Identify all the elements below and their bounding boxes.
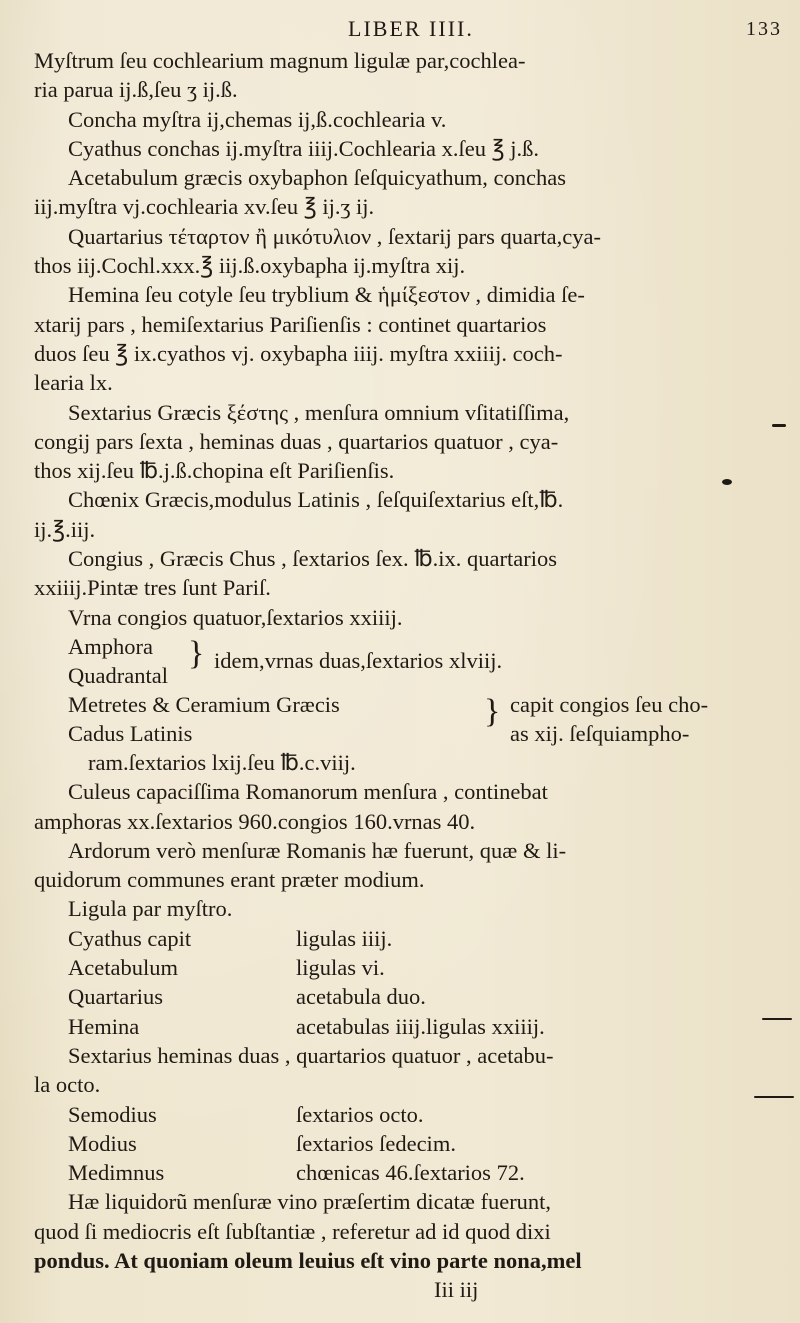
term-amphora: Amphora (68, 633, 153, 659)
text-line: Chœnix Græcis,modulus Latinis , ſeſquiſextarius eſt,℔. (68, 487, 564, 513)
table-row (34, 1129, 760, 1158)
text-line: Hæ liquidorũ menſuræ vino præſertim dicatæ fuerunt, (68, 1189, 552, 1215)
text-line: la octo. (34, 1072, 101, 1098)
text-line: pondus. At quoniam oleum leuius eſt vino parte nona,mel (34, 1247, 582, 1273)
table-term: Medimnus (68, 1160, 165, 1186)
page-header (0, 10, 800, 46)
table-value: acetabulas iiij.ligulas xxiiij. (296, 1013, 545, 1039)
running-title: LIBER IIII. (348, 16, 474, 41)
brace-definition: as xij. ſeſquiampho- (510, 720, 690, 746)
text-body (34, 46, 760, 1305)
table-value: acetabula duo. (296, 984, 426, 1010)
table-term: Modius (68, 1130, 137, 1156)
text-line (34, 632, 760, 690)
text-line: learia lx. (34, 370, 113, 396)
text-line: Hemina ſeu cotyle ſeu tryblium & ἡμίξεστον , dimidia ſe- (68, 282, 585, 308)
term-cadus: Cadus Latinis (68, 720, 193, 746)
text-line: congij pars ſexta , heminas duas , quartarios quatuor , cya- (34, 428, 559, 454)
brace-definition: capit congios ſeu cho- (510, 691, 709, 717)
ink-mark (762, 1018, 792, 1020)
text-line: Ligula par myſtro. (68, 896, 233, 922)
table-term: Hemina (68, 1013, 140, 1039)
table-term: Semodius (68, 1101, 157, 1127)
table-row (34, 1158, 760, 1187)
ink-mark (722, 479, 732, 485)
text-line: ij.℥.iij. (34, 516, 96, 542)
table-term: Quartarius (68, 984, 163, 1010)
text-line: Sextarius heminas duas , quartarios quatuor , acetabu- (68, 1042, 554, 1068)
table-row (34, 953, 760, 982)
text-line: thos iij.Cochl.xxx.℥ iij.ß.oxybapha ij.myſtra xij. (34, 253, 466, 279)
term-quadrantal: Quadrantal (68, 662, 168, 688)
text-line: amphoras xx.ſextarios 960.congios 160.vrnas 40. (34, 808, 476, 834)
page-number: 133 (746, 18, 782, 40)
text-line: thos xij.ſeu ℔.j.ß.chopina eſt Pariſienſis. (34, 458, 395, 484)
text-line: Concha myſtra ij,chemas ij,ß.cochlearia v. (68, 106, 447, 132)
text-line: Cyathus conchas ij.myſtra iiij.Cochlearia x.ſeu ℥ j.ß. (68, 135, 540, 161)
table-term: Acetabulum (68, 955, 178, 981)
table-value: chœnicas 46.ſextarios 72. (296, 1160, 525, 1186)
table-row (34, 924, 760, 953)
text-line: quidorum communes erant præter modium. (34, 867, 425, 893)
table-row (34, 1100, 760, 1129)
text-line: Congius , Græcis Chus , ſextarios ſex. ℔.ix. quartarios (68, 546, 557, 572)
text-line: Quartarius τέταρτον ἢ μικότυλιον , ſextarij pars quarta,cya- (68, 223, 602, 249)
brace-mark: } (484, 692, 501, 730)
term-metretes: Metretes & Ceramium Græcis (68, 691, 340, 717)
ink-mark (754, 1096, 794, 1098)
text-line: xtarij pars , hemiſextarius Pariſienſis : continet quartarios (34, 311, 547, 337)
text-line: Sextarius Græcis ξέστης , menſura omnium vſitatiſſima, (68, 399, 570, 425)
table-row (34, 1012, 760, 1041)
brace-definition: idem,vrnas duas,ſextarios xlviij. (214, 647, 503, 673)
brace-mark: } (188, 634, 205, 672)
text-line: Ardorum verò menſuræ Romanis hæ fuerunt, quæ & li- (68, 837, 567, 863)
table-term: Cyathus capit (68, 925, 192, 951)
text-line: Myſtrum ſeu cochlearium magnum ligulæ par,cochlea- (34, 48, 526, 73)
signature-mark: Iii iij (434, 1277, 479, 1303)
text-line: ria parua ij.ß,ſeu ʒ ij.ß. (34, 77, 238, 103)
ink-mark (772, 424, 786, 427)
text-line: ram.ſextarios lxij.ſeu ℔.c.viij. (88, 749, 356, 775)
text-line: quod ſi mediocris eſt ſubſtantiæ , referetur ad id quod dixi (34, 1218, 551, 1244)
text-line: duos ſeu ℥ ix.cyathos vj. oxybapha iiij. myſtra xxiiij. coch- (34, 340, 563, 366)
text-line: xxiiij.Pintæ tres ſunt Pariſ. (34, 575, 271, 601)
text-line: Culeus capaciſſima Romanorum menſura , continebat (68, 779, 548, 805)
table-value: ligulas iiij. (296, 925, 393, 951)
text-line: iij.myſtra vj.cochlearia xv.ſeu ℥ ij.ʒ ij. (34, 194, 375, 220)
text-line: Acetabulum græcis oxybaphon ſeſquicyathum, conchas (68, 165, 566, 191)
table-value: ſextarios ſedecim. (296, 1130, 456, 1156)
table-value: ſextarios octo. (296, 1101, 424, 1127)
text-line: Vrna congios quatuor,ſextarios xxiiij. (68, 604, 403, 630)
table-row (34, 982, 760, 1011)
table-value: ligulas vi. (296, 955, 385, 981)
text-line (34, 690, 760, 748)
